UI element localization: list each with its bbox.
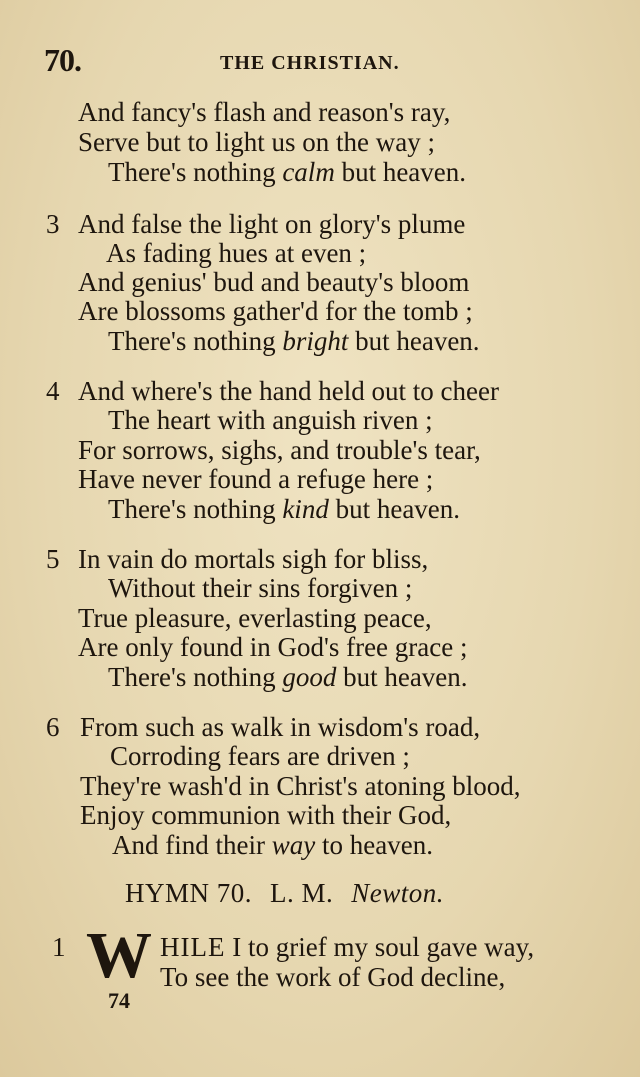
verse-refrain-line	[108, 157, 466, 187]
running-head	[44, 42, 604, 82]
refrain-after: but heaven.	[336, 662, 468, 692]
refrain-before: There's nothing	[108, 662, 283, 692]
verse-line: And genius' bud and beauty's bloom	[78, 267, 470, 297]
page-number: 70.	[44, 42, 81, 78]
verse-line: And where's the hand held out to cheer	[78, 376, 499, 406]
verse-line: In vain do mortals sigh for bliss,	[78, 544, 429, 574]
verse-line: To see the work of God decline,	[160, 962, 506, 992]
verse-line: From such as walk in wisdom's road,	[80, 712, 481, 742]
refrain-italic-word: way	[271, 830, 316, 860]
verse-line: Are blossoms gather'd for the tomb ;	[78, 296, 473, 326]
refrain-italic-word: good	[282, 662, 337, 692]
first-word-rest: HILE	[160, 932, 226, 962]
verse-refrain-line	[108, 326, 480, 356]
refrain-after: but heaven.	[348, 326, 480, 356]
drop-cap: W	[86, 919, 152, 992]
verse-line: Enjoy communion with their God,	[80, 800, 452, 830]
verse-refrain-line	[112, 830, 433, 860]
first-line-rest: I to grief my soul gave way,	[225, 932, 535, 962]
verse-line: True pleasure, everlasting peace,	[78, 603, 432, 633]
verse-line: The heart with anguish riven ;	[108, 405, 433, 435]
refrain-italic-word: kind	[282, 494, 329, 524]
stanza-number: 4	[46, 376, 60, 406]
hymn-author: Newton.	[351, 878, 445, 908]
verse-line: As fading hues at even ;	[106, 238, 367, 268]
hymn-label: HYMN 70.	[125, 878, 253, 908]
stanza-number: 1	[52, 932, 66, 962]
verse-line	[160, 932, 534, 962]
refrain-before: And find their	[112, 830, 272, 860]
verse-line: Serve but to light us on the way ;	[78, 127, 435, 157]
running-title: THE CHRISTIAN.	[220, 52, 400, 74]
stanza-number: 3	[46, 209, 60, 239]
verse-refrain-line	[108, 662, 468, 692]
verse-line: And fancy's flash and reason's ray,	[78, 97, 451, 127]
verse-line: And false the light on glory's plume	[78, 209, 466, 239]
refrain-before: There's nothing	[108, 326, 283, 356]
refrain-after: but heaven.	[328, 494, 461, 524]
verse-refrain-line	[108, 494, 460, 524]
stanza-number: 6	[46, 712, 60, 742]
refrain-after: but heaven.	[334, 157, 467, 187]
hymn-heading	[125, 878, 444, 908]
verse-line: For sorrows, sighs, and trouble's tear,	[78, 435, 481, 465]
verse-line: Corroding fears are driven ;	[110, 741, 410, 771]
stanza-number: 5	[46, 544, 60, 574]
verse-line: Are only found in God's free grace ;	[78, 632, 468, 662]
verse-line: They're wash'd in Christ's atoning blood,	[80, 771, 521, 801]
hymn-meter: L. M.	[270, 878, 334, 908]
verse-line: Without their sins forgiven ;	[108, 573, 413, 603]
refrain-after: to heaven.	[315, 830, 433, 860]
signature-mark: 74	[108, 988, 130, 1013]
refrain-italic-word: bright	[282, 326, 349, 356]
verse-line: Have never found a refuge here ;	[78, 464, 434, 494]
refrain-before: There's nothing	[108, 157, 283, 187]
refrain-before: There's nothing	[108, 494, 283, 524]
refrain-italic-word: calm	[282, 157, 335, 187]
